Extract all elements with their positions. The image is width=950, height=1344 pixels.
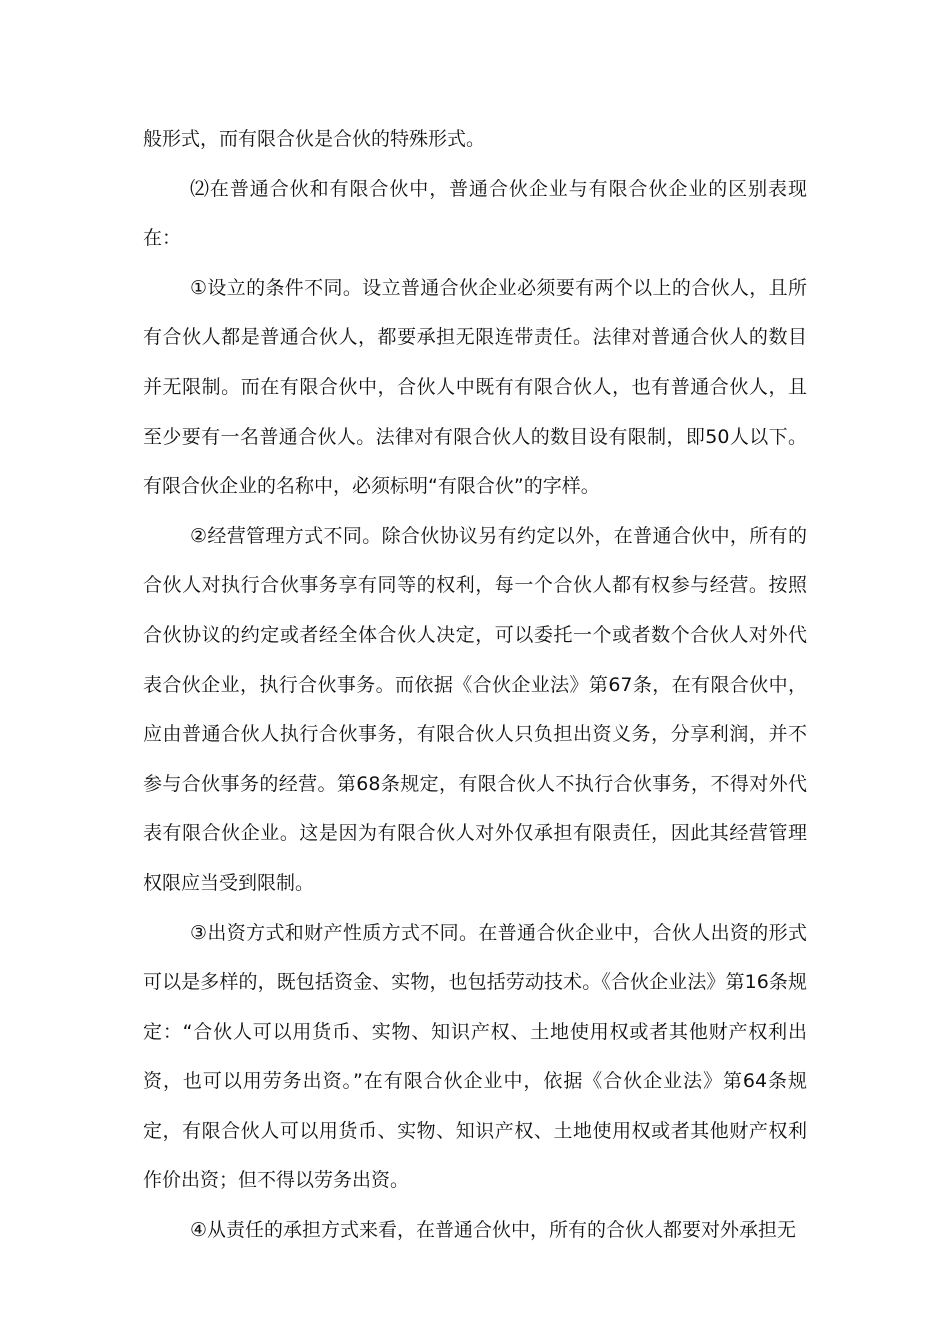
paragraph-continuation: 般形式，而有限合伙是合伙的特殊形式。 [143,128,486,150]
paragraph-liability-methods: ④从责任的承担方式来看，在普通合伙中，所有的合伙人都要对外承担无 [190,1219,797,1242]
paragraph-management-methods: ②经营管理方式不同。除合伙协议另有约定以外，在普通合伙中，所有的合伙人对执行合伙事务享有同等的权利，每一个合伙人都有权参与经营。按照合伙协议的约定或者经全体合伙人决定，可以委托一个或者数个合伙人对外代表合伙企业，执行合伙事务。而依据《合伙企业法》第67条，在有限合伙中，应由普通合伙人执行合伙事务，有限合伙人只负担出资义务，分享利润，并不参与合伙事务的经营。第68条规定，有限合伙人不执行合伙事务，不得对外代表有限合伙企业。这是因为有限合伙人对外仅承担有限责任，因此其经营管理权限应当受到限制。 [143,524,807,894]
paragraph-establishment-conditions: ①设立的条件不同。设立普通合伙企业必须要有两个以上的合伙人，且所有合伙人都是普通合伙人，都要承担无限连带责任。法律对普通合伙人的数目并无限制。而在有限合伙中，合伙人中既有有限合伙人，也有普通合伙人，且至少要有一名普通合伙人。法律对有限合伙人的数目设有限制，即50人以下。有限合伙企业的名称中，必须标明“有限合伙”的字样。 [143,276,807,498]
paragraph-contribution-methods: ③出资方式和财产性质方式不同。在普通合伙企业中，合伙人出资的形式可以是多样的，既包括资金、实物，也包括劳动技术。《合伙企业法》第16条规定：“合伙人可以用货币、实物、知识产权、土地使用权或者其他财产权利出资，也可以用劳务出资。”在有限合伙企业中，依据《合伙企业法》第64条规定，有限合伙人可以用货币、实物、知识产权、土地使用权或者其他财产权利作价出资；但不得以劳务出资。 [143,921,807,1192]
paragraph-differences-intro: ⑵在普通合伙和有限合伙中，普通合伙企业与有限合伙企业的区别表现在： [143,177,807,250]
